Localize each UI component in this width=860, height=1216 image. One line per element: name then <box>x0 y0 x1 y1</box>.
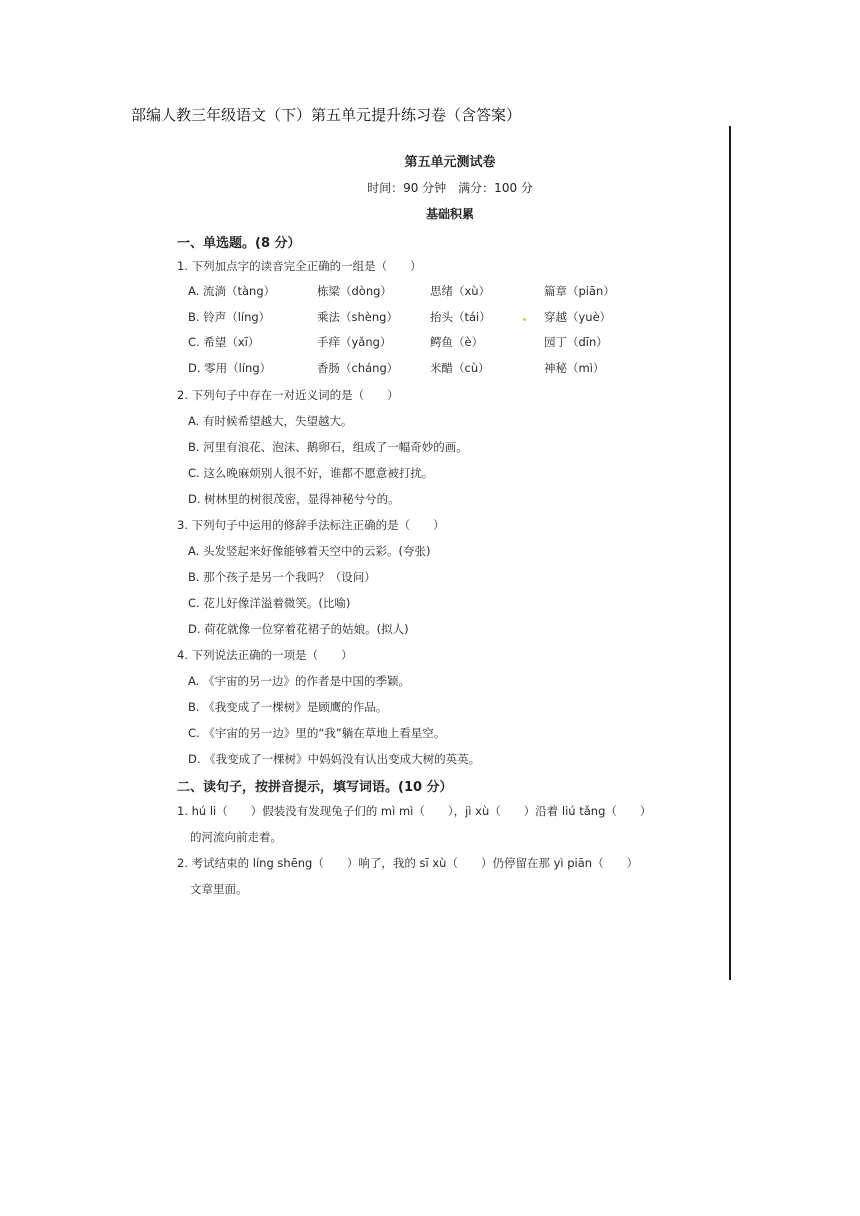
question-2-prompt: 2. 下列句子中存在一对近义词的是（ ） <box>177 388 399 402</box>
q1-option-d-label: D. 零用（líng） <box>188 361 272 375</box>
q1-option-a-word-3: 思绪（xù） <box>430 284 491 298</box>
q3-option-a: A. 头发竖起来好像能够着天空中的云彩。(夸张) <box>188 544 431 558</box>
q1-option-d-word-4: 神秘（mì） <box>544 361 605 375</box>
q1-option-d-word-3: 米醋（cù） <box>430 361 490 375</box>
q1-option-d-word-2: 香肠（cháng） <box>317 361 399 375</box>
section-heading-fill-words: 二、读句子，按拼音提示，填写词语。(10 分） <box>177 780 453 795</box>
q1-option-c-word-3: 鳄鱼（è） <box>430 335 484 349</box>
q3-option-b: B. 那个孩子是另一个我吗？（设问） <box>188 570 376 584</box>
q2-option-a: A. 有时候希望越大，失望越大。 <box>188 414 353 428</box>
q1-option-a-word-2: 栋梁（dòng） <box>317 284 392 298</box>
part2-question-2-line-2: 文章里面。 <box>190 882 248 896</box>
q1-option-b-word-2: 乘法（shèng） <box>317 310 398 324</box>
q1-option-c-word-2: 手痒（yǎng） <box>317 335 392 349</box>
q2-option-d: D. 树林里的树很茂密，显得神秘兮兮的。 <box>188 492 400 506</box>
part2-question-1-line-2: 的河流向前走着。 <box>190 830 282 844</box>
test-time-score: 时间：90 分钟 满分：100 分 <box>367 181 533 195</box>
q1-option-b-label: B. 铃声（líng） <box>188 310 271 324</box>
q4-option-d: D. 《我变成了一棵树》中妈妈没有认出变成大树的英英。 <box>188 752 481 766</box>
document-header-title: 部编人教三年级语文（下）第五单元提升练习卷（含答案） <box>131 106 522 124</box>
q4-option-b: B. 《我变成了一棵树》是顾鹰的作品。 <box>188 700 388 714</box>
scan-speck <box>523 318 526 321</box>
scan-border-line <box>729 126 731 980</box>
question-1-prompt: 1. 下列加点字的读音完全正确的一组是（ ） <box>177 259 422 273</box>
q1-option-b-word-3: 抬头（tái） <box>430 310 491 324</box>
part2-question-2-line-1: 2. 考试结束的 líng shēng（ ）响了，我的 sī xù（ ）仍停留在那 yì piān（ ） <box>177 856 639 870</box>
q4-option-a: A. 《宇宙的另一边》的作者是中国的季颖。 <box>188 674 410 688</box>
q1-option-c-label: C. 希望（xī） <box>188 335 260 349</box>
q3-option-c: C. 花儿好像洋溢着微笑。(比喻) <box>188 596 351 610</box>
q2-option-b: B. 河里有浪花、泡沫、鹅卵石，组成了一幅奇妙的画。 <box>188 440 468 454</box>
question-4-prompt: 4. 下列说法正确的一项是（ ） <box>177 648 353 662</box>
subsection-title: 基础积累 <box>425 207 474 221</box>
q3-option-d: D. 荷花就像一位穿着花裙子的姑娘。(拟人) <box>188 622 409 636</box>
q2-option-c: C. 这么晚麻烦别人很不好，谁都不愿意被打扰。 <box>188 466 434 480</box>
q1-option-a-word-4: 篇章（piān） <box>544 284 615 298</box>
section-heading-single-choice: 一、单选题。(8 分） <box>177 236 301 251</box>
q1-option-a-label: A. 流淌（tàng） <box>188 284 276 298</box>
q4-option-c: C. 《宇宙的另一边》里的“我”躺在草地上看星空。 <box>188 726 446 740</box>
part2-question-1-line-1: 1. hú li（ ）假装没有发现兔子们的 mì mì（ ），jì xù（ ）沿着 liú tǎng（ ） <box>177 804 652 818</box>
q1-option-c-word-4: 园丁（dīn） <box>544 335 608 349</box>
q1-option-b-word-4: 穿越（yuè） <box>544 310 612 324</box>
question-3-prompt: 3. 下列句子中运用的修辞手法标注正确的是（ ） <box>177 518 445 532</box>
test-title: 第五单元测试卷 <box>404 155 496 170</box>
